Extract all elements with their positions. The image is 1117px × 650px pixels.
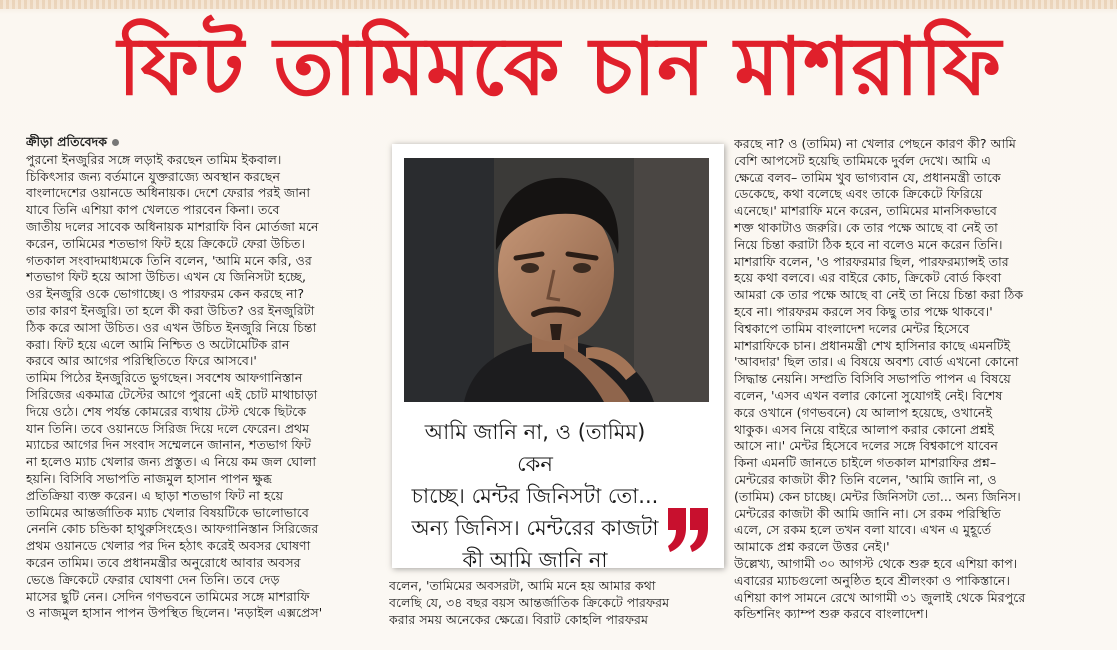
text-line: সিরিজের একমাত্র টেস্টের আগে পুরনো এই চোট মাথাচাড়া	[26, 386, 318, 402]
text-line: দিয়ে ওঠে। শেষ পর্যন্ত কোমরের ব্যথায় টেস্ট থেকে ছিটকে	[26, 403, 307, 419]
text-line: ও নাজমুল হাসান পাপন উপস্থিত ছিলেন। 'নড়াইল এক্সপ্রেস'	[26, 605, 323, 621]
text-line: যান তিনি। তবে ওয়ানডে সিরিজ দিয়ে দলে ফেরেন। প্রথম	[26, 420, 310, 436]
text-line: বলেন, 'তামিমের অবসরটা, আমি মনে হয় আমার কথা	[389, 578, 656, 593]
text-line: উল্লেখ্য, আগামী ৩০ আগস্ট থেকে শুরু হবে এশিয়া কাপ।	[734, 555, 1018, 571]
quote-line: আমি জানি না, ও (তামিম) কেন	[424, 420, 646, 476]
man-portrait-illustration	[404, 158, 709, 402]
text-line: আমরা কে তার পক্ষে আছে বা নেই তা নিয়ে চিন্তা করা ঠিক	[734, 287, 1024, 303]
text-line: গতকাল সংবাদমাধ্যমকে তিনি বলেন, 'আমি মনে করি, ওর	[26, 252, 312, 268]
text-line: এলে, সে রকম হলে তখন বলা যাবে। এখন এ মুহূর্তে	[734, 522, 992, 538]
text-line: করা। ফিট হয়ে এলে আমি নিশ্চিত ও অটোমেটিক রান	[26, 336, 290, 352]
text-line: না হলেও ম্যাচ খেলার জন্য প্রস্তুত। এ নিয়ে কম জল ঘোলা	[26, 454, 317, 470]
text-line: আসে না।' মেন্টর হিসেবে দলের সঙ্গে বিশ্বকাপে যাবেন	[734, 438, 998, 454]
text-line: ওর ইনজুরি ওকে ভোগাচ্ছে। ও পারফরম কেন করছে না?	[26, 286, 305, 302]
text-line: ম্যাচের আগের দিন সংবাদ সম্মেলনে জানান, শতভাগ ফিট	[26, 437, 311, 453]
text-line: নেননি কোচ চন্ডিকা হাথুরুসিংহেও। আফগানিস্তান সিরিজের	[26, 521, 319, 537]
text-line: বলেন, 'এসব এখন বলার কোনো সুযোগই নেই। বিশেষ	[734, 387, 1003, 403]
text-line: এশিয়া কাপ সামনে রেখে আগামী ৩১ জুলাই থেকে মিরপুরে	[734, 589, 1026, 605]
text-line: চিকিৎসার জন্য বর্তমানে যুক্তরাজ্যে অবস্থান করছেন	[26, 168, 280, 184]
text-line: বলেছি যে, ৩৪ বছর বয়স আন্তর্জাতিক ক্রিকেটে পারফরম	[389, 594, 670, 610]
text-line: বিশ্বকাপে তামিম বাংলাদেশ দলের মেন্টর হিসেবে	[734, 320, 970, 336]
quote-line: চাচ্ছে। মেন্টর জিনিসটা তো...	[411, 484, 659, 508]
text-line: কিনা এমনটি জানতে চাইলে গতকাল মাশরাফির প্রশ্ন–	[734, 455, 997, 471]
text-line: করছে না? ও (তামিম) না খেলার পেছনে কারণ কী? আমি	[734, 136, 1016, 151]
text-line: এনেছে।' মাশরাফি মনে করেন, তামিমের মানসিকভাবে	[734, 203, 997, 219]
text-line: করে ওখানে (গণভবনে) যে আলাপ হয়েছে, ওখানেই	[734, 404, 993, 420]
text-line: কন্ডিশনিং ক্যাম্প শুরু করবে বাংলাদেশ।	[734, 606, 929, 622]
text-line: ভেঙে ক্রিকেটে ফেরার ঘোষণা দেন তিনি। তবে দেড়	[26, 571, 280, 587]
text-line: করার সময় অনেকের ক্ষেত্রে। বিরাট কোহলি পারফরম	[389, 611, 648, 627]
text-line: মাশরাফিকে চান। প্রধানমন্ত্রী শেখ হাসিনার কাছে এমনটিই	[734, 337, 1011, 353]
text-line: প্রতিক্রিয়া ব্যক্ত করেন। এ ছাড়া শতভাগ ফিট না হয়ে	[26, 487, 284, 503]
text-line: তামিমের আন্তর্জাতিক ম্যাচ খেলার বিষয়টিকে ভালোভাবে	[26, 504, 309, 520]
text-line: করেন তামিম। তবে প্রধানমন্ত্রীর অনুরোধে আবার অবসর	[26, 554, 301, 570]
quote-line: অন্য জিনিস। মেন্টরের কাজটা	[411, 516, 659, 540]
text-line: করবে আর আগের পরিস্থিতিতে ফিরে আসবে।'	[26, 353, 257, 369]
bullet-dot-icon	[112, 139, 119, 146]
text-line: জাতীয় দলের সাবেক অধিনায়ক মাশরাফি বিন মোর্তজা মনে	[26, 218, 319, 234]
quote-line: কী আমি জানি না	[462, 548, 608, 572]
text-line: বাংলাদেশের ওয়ানডে অধিনায়ক। দেশে ফেরার পরই জানা	[26, 185, 311, 201]
closing-quote-icon	[666, 502, 710, 554]
text-line: সিদ্ধান্ত নেয়নি। সম্প্রতি বিসিবি সভাপতি পাপন এ বিষয়ে	[734, 371, 1011, 387]
text-line: মাসের ছুটি নেন। সেদিন গণভবনে তামিমের সঙ্গে মাশরাফি	[26, 588, 310, 604]
photo-quote-box	[392, 144, 724, 572]
article-column-3	[734, 136, 1100, 640]
article-column-1	[26, 134, 378, 640]
text-line: প্রথম ওয়ানডে খেলার পর দিন হঠাৎ করেই অবসর ঘোষণা	[26, 538, 311, 554]
text-line: নিয়ে চিন্তা করাটা ঠিক হবে না বলেও মনে করেন তিনি।	[734, 236, 1003, 252]
text-line: মেন্টরের কাজটা কী? তিনি বলেন, 'আমি জানি না, ও	[734, 471, 997, 487]
text-line: বেশি আপসেট হয়েছি তামিমকে দুর্বল দেখে। আমি এ	[734, 152, 992, 168]
text-line: ক্ষেত্রে বলব– তামিম খুব ভাগ্যবান যে, প্রধানমন্ত্রী তাকে	[734, 169, 1001, 185]
text-line: তামিম পিঠের ইনজুরিতে ভুগছেন। সবশেষ আফগানিস্তান	[26, 370, 303, 386]
text-line: শতভাগ ফিট হয়ে আসা উচিত। এখন যে জিনিসটা হচ্ছে,	[26, 269, 306, 285]
text-line: এবারের ম্যাচগুলো অনুষ্ঠিত হবে শ্রীলংকা ও পাকিস্তানে।	[734, 572, 1010, 588]
pull-quote	[410, 416, 660, 576]
article-column-2	[389, 578, 722, 640]
text-line: ঠিক করে আসা উচিত। ওর এখন উচিত ইনজুরি নিয়ে চিন্তা	[26, 319, 317, 335]
text-line: থাকুক। এসব নিয়ে বাইরে আলাপ করার কোনো প্রশ্নই	[734, 421, 994, 437]
text-line: (তামিম) কেন চাচ্ছে। মেন্টর জিনিসটা তো... অন্য জিনিস।	[734, 488, 1021, 504]
text-line: তার কারণ ইনজুরি। তা হলে কী করা উচিত? ওর ইনজুরিটা	[26, 302, 315, 318]
text-line: মেন্টরের কাজটা কী আমি জানি না। সে রকম পরিস্থিতি	[734, 505, 1001, 521]
headline: ফিট তামিমকে চান মাশরাফি	[117, 20, 1003, 113]
text-line: 'আবদার' ছিল তার। এ বিষয়ে অবশ্য বোর্ড এখনো কোনো	[734, 354, 1019, 370]
text-line: হয়নি। বিসিবি সভাপতি নাজমুল হাসান পাপন ক্ষুব্ধ	[26, 470, 272, 486]
text-line: ডেকেছে, কথা বলেছে এবং তাকে ক্রিকেটে ফিরিয়ে	[734, 186, 983, 202]
text-line: হবে না। পারফরম করলে সব কিছু তার পক্ষে থাকবে।'	[734, 303, 993, 319]
text-line: পুরনো ইনজুরির সঙ্গে লড়াই করছেন তামিম ইকবাল।	[26, 151, 282, 167]
text-line: শক্ত থাকাটাও জরুরি। কে তার পক্ষে আছে বা নেই তা	[734, 219, 998, 235]
text-line: আমাকে প্রশ্ন করলে উত্তর নেই।'	[734, 539, 890, 555]
text-line: হয়ে কথা বলবে। এর বাইরে কোচ, ক্রিকেট বোর্ড কিংবা	[734, 270, 1002, 286]
text-line: মাশরাফি বলেন, 'ও পারফরমার ছিল, পারফরম্যান্সই তার	[734, 253, 1009, 269]
player-photo	[404, 158, 709, 402]
text-line: যাবে তিনি এশিয়া কাপ খেলতে পারবেন কিনা। তবে	[26, 202, 280, 218]
text-line: করেন, তামিমের শতভাগ ফিট হয়ে ক্রিকেটে ফেরা উচিত।	[26, 235, 305, 251]
byline: ক্রীড়া প্রতিবেদক	[26, 134, 378, 151]
